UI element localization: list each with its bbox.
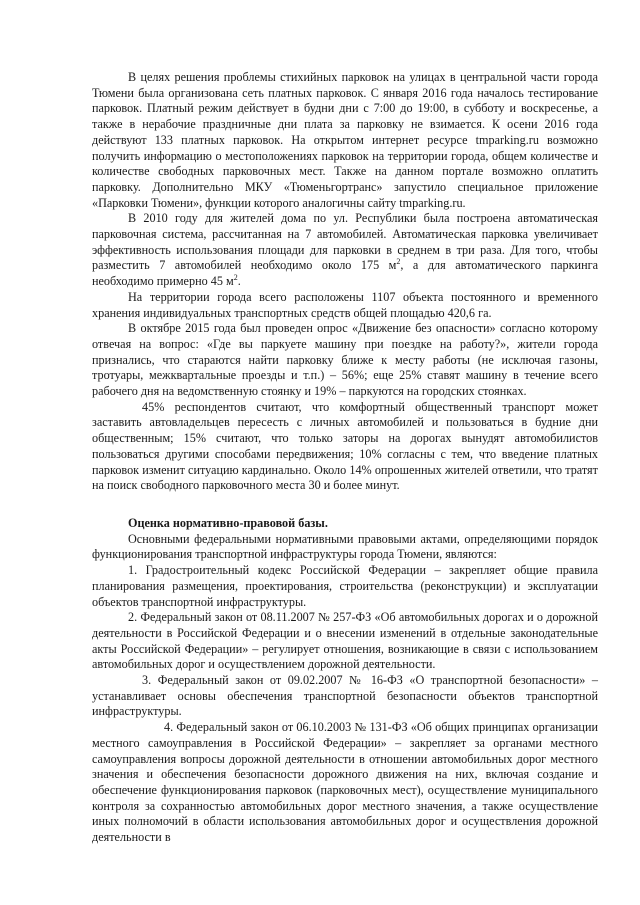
paragraph-automatic-parking-text-c: . bbox=[237, 274, 241, 289]
paragraph-paid-parking: В целях решения проблемы стихийных парковок на улицах в центральной части города Тюмени была организована сеть платных парковок. С января 2016 года началось тестирование парковок. Платный режим действует в будни дни с 7:00 до 19:00, в субботу и воскресенье, а также в нерабочие праздничные дни плата за парковку не взимается. К осени 2016 года действуют 133 платных парковок. На открытом интернет ресурсе tmparking.ru возможно получить информацию о местоположениях парковок на территории города, общем количестве и количестве свободных парковочных мест. Также на данном портале возможно оплатить парковку. Дополнительно МКУ «Тюменьгортранс» запустило специальное приложение «Парковки Тюмени», функции которого аналогичны сайту tmparking.ru. bbox=[92, 70, 598, 210]
superscript-square: 2 bbox=[396, 257, 401, 267]
document-body bbox=[92, 70, 598, 846]
paragraph-automatic-parking-text-b: , а для автоматического паркинга необходимо примерно 45 м bbox=[92, 258, 598, 289]
paragraph-automatic-parking-text-a: В 2010 году для жителей дома по ул. Республики была построена автоматическая парковочная система, рассчитанная на 7 автомобилей. Автоматическая парковка увеличивает эффективность использования площади для парковки в среднем в три раза. Для того, чтобы разместить 7 автомобилей необходимо около 175 м bbox=[92, 211, 598, 273]
list-item-4: 4. Федеральный закон от 06.10.2003 № 131-ФЗ «Об общих принципах организации местного самоуправления в Российской Федерации» – закрепляет за органами местного самоуправления вопросы дорожной деятельности в отношении автомобильных дорог местного значения и обеспечения безопасности дорожного движения на них, включая создание и обеспечение функционирования парковок (парковочных мест), осуществление муниципального контроля за сохранностью автомобильных дорог местного значения, а также осуществление иных полномочий в области использования автомобильных дорог и осуществления дорожной деятельности в bbox=[92, 720, 598, 845]
paragraph-survey: В октябре 2015 года был проведен опрос «Движение без опасности» согласно которому отвечая на вопрос: «Где вы паркуете машину при поездке на работу?», жители города признались, что стараются найти парковку ближе к месту работы (не исключая газоны, тротуары, межквартальные проезды и т.п.) – 56%; еще 25% ставят машину в течение всего рабочего дня на ведомственную стоянку и 19% – паркуются на городских стоянках. bbox=[92, 321, 598, 399]
paragraph-automatic-parking bbox=[92, 211, 598, 290]
paragraph-legal-acts-intro: Основными федеральными нормативными правовыми актами, определяющими порядок функционирования транспортной инфраструктуры города Тюмени, являются: bbox=[92, 531, 598, 562]
list-item-1: 1. Градостроительный кодекс Российской Федерации – закрепляет общие правила планирования размещения, проектирования, строительства (реконструкции) и эксплуатации объектов транспортной инфраструктуры. bbox=[92, 563, 598, 609]
section-heading: Оценка нормативно-правовой базы. bbox=[128, 515, 328, 530]
list-item-3: 3. Федеральный закон от 09.02.2007 № 16-ФЗ «О транспортной безопасности» – устанавливает основы обеспечения транспортной безопасности объектов транспортной инфраструктуры. bbox=[92, 673, 598, 719]
list-item-2: 2. Федеральный закон от 08.11.2007 № 257-ФЗ «Об автомобильных дорогах и о дорожной деятельности в Российской Федерации и о внесении изменений в отдельные законодательные акты Российской Федерации» – регулирует отношения, возникающие в связи с использованием автомобильных дорог и осуществлением дорожной деятельности. bbox=[92, 610, 598, 672]
superscript-square: 2 bbox=[233, 273, 238, 283]
paragraph-parking-objects: На территории города всего расположены 1107 объекта постоянного и временного хранения индивидуальных транспортных средств общей площадью 420,6 га. bbox=[92, 289, 598, 320]
paragraph-respondents: 45% респондентов считают, что комфортный общественный транспорт может заставить автовладельцев пересесть с личных автомобилей и пользоваться в будние дни общественным; 15% считают, что только заторы на дорогах вынудят автомобилистов пользоваться другими способами передвижения; 10% согласны с тем, что введение платных парковок изменит ситуацию кардинально. Около 14% опрошенных жителей ответили, что тратят на поиск свободного парковочного места 30 и более минут. bbox=[92, 399, 598, 493]
